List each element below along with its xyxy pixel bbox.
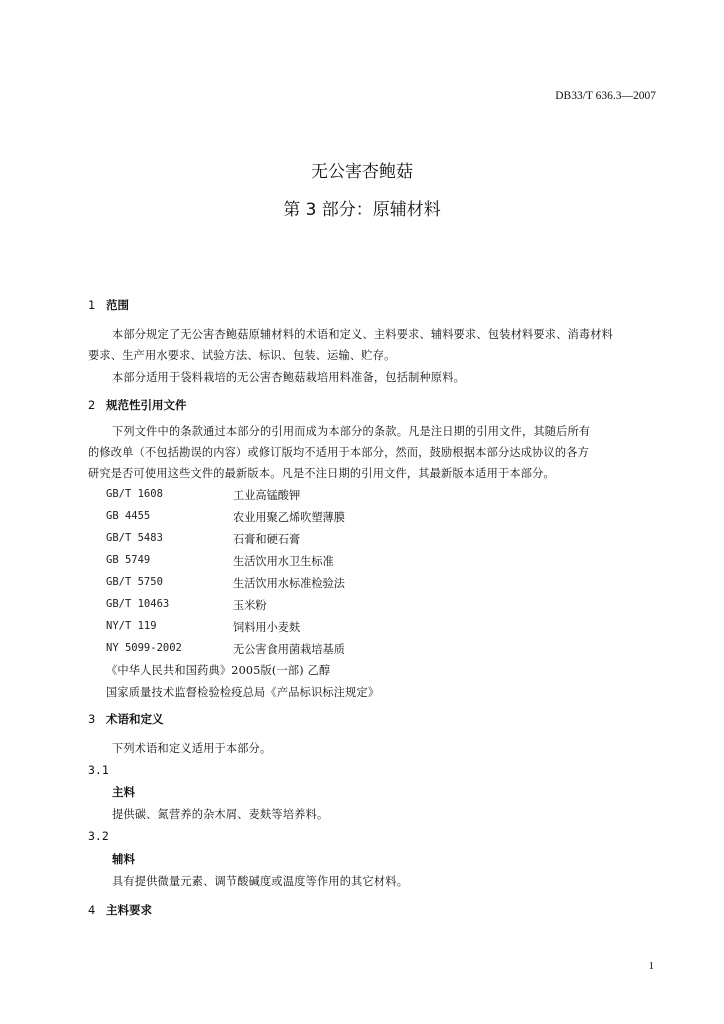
document-title: 无公害杏鲍菇 [311,162,413,182]
term-definition: 具有提供微量元素、调节酸碱度或温度等作用的其它材料。 [112,875,409,888]
section-heading-main-material [88,902,152,918]
section-heading-normative [88,397,187,413]
reference-title: 农业用聚乙烯吹塑薄膜 [233,511,345,524]
reference-title: 饲料用小麦麸 [233,621,301,634]
reference-code: GB/T 5750 [106,576,163,588]
reference-title: 石膏和硬石膏 [233,533,301,546]
normative-intro-line2: 的修改单（不包括勘误的内容）或修订版均不适用于本部分，然而，鼓励根据本部分达成协议的各方 [88,446,590,459]
section-title: 规范性引用文件 [106,398,187,412]
reference-code: GB/T 5483 [106,532,163,544]
standard-code: DB33/T 636.3—2007 [555,90,656,102]
section-number: 1 [88,298,96,312]
reference-pharmacopoeia: 《中华人民共和国药典》2005版(一部) 乙醇 [106,664,331,677]
reference-title: 工业高锰酸钾 [233,489,301,502]
scope-paragraph-2: 本部分适用于袋料栽培的无公害杏鲍菇栽培用料准备，包括制种原料。 [112,371,466,384]
section-title: 范围 [106,298,129,312]
scope-paragraph-line1: 本部分规定了无公害杏鲍菇原辅材料的术语和定义、主料要求、辅料要求、包装材料要求、消毒材料 [112,328,614,341]
terms-intro: 下列术语和定义适用于本部分。 [112,742,272,755]
section-number: 3 [88,712,96,726]
term-number: 3.1 [88,763,109,777]
document-subtitle: 第 3 部分：原辅材料 [283,200,441,220]
reference-code: GB 5749 [106,554,151,566]
section-heading-scope [88,297,129,313]
reference-code: GB/T 10463 [106,598,170,610]
normative-intro-line1: 下列文件中的条款通过本部分的引用而成为本部分的条款。凡是注日期的引用文件，其随后所有 [112,425,591,438]
term-number: 3.2 [88,829,109,843]
reference-code: NY 5099-2002 [106,642,182,654]
reference-title: 生活饮用水卫生标准 [233,555,334,568]
reference-code: GB/T 1608 [106,488,163,500]
normative-intro-line3: 研究是否可使用这些文件的最新版本。凡是不注日期的引用文件，其最新版本适用于本部分。 [88,467,555,480]
reference-code: GB 4455 [106,510,151,522]
scope-paragraph-line2: 要求、生产用水要求、试验方法、标识、包装、运输、贮存。 [88,349,396,362]
section-title: 术语和定义 [106,712,164,726]
term-name: 辅料 [112,852,135,866]
reference-code: NY/T 119 [106,620,157,632]
reference-labeling-rules: 国家质量技术监督检验检疫总局《产品标识标注规定》 [106,686,380,699]
page-number: 1 [648,960,654,972]
term-name: 主料 [112,785,135,799]
section-title: 主料要求 [106,903,152,917]
term-definition: 提供碳、氮营养的杂木屑、麦麸等培养料。 [112,808,329,821]
reference-title: 生活饮用水标准检验法 [233,577,345,590]
section-number: 4 [88,903,96,917]
reference-title: 玉米粉 [233,599,267,612]
reference-title: 无公害食用菌栽培基质 [233,643,345,656]
section-heading-terms [88,711,164,727]
section-number: 2 [88,398,96,412]
